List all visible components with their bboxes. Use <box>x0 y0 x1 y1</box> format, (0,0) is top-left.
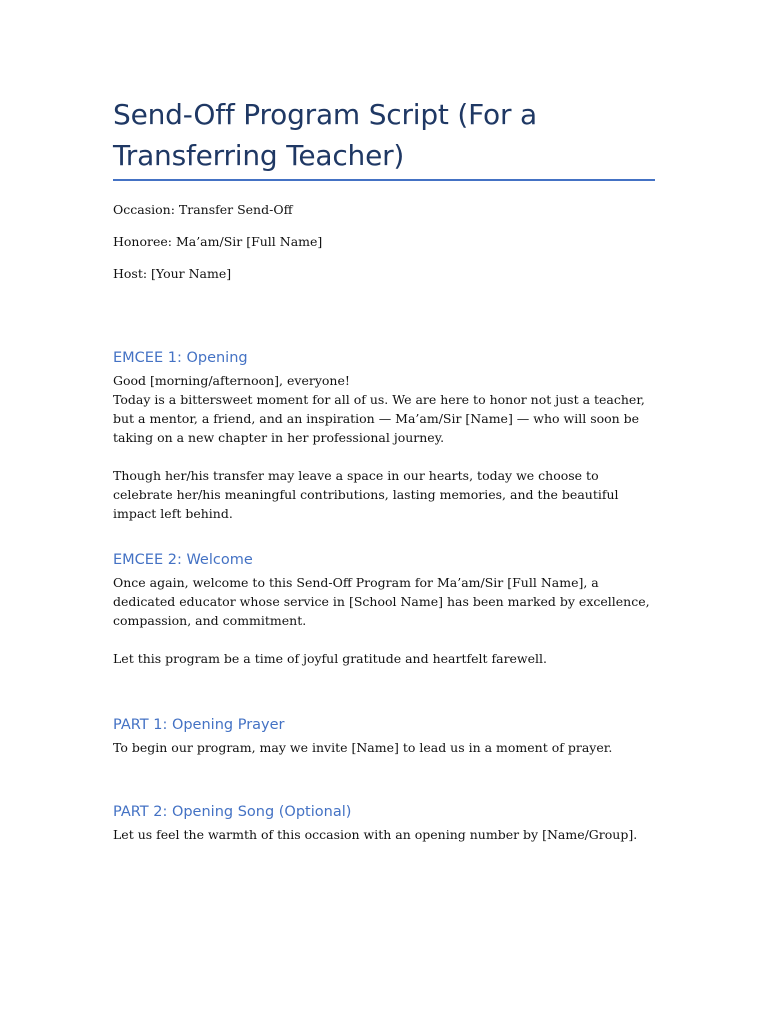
host-line: Host: [Your Name] <box>113 266 232 281</box>
paragraph: Good [morning/afternoon], everyone! <box>113 373 350 388</box>
document-title: Send-Off Program Script (For a Transferring Teacher) <box>113 98 537 172</box>
heading-emcee2-welcome: EMCEE 2: Welcome <box>113 552 253 568</box>
section-emcee2-body <box>113 573 655 668</box>
paragraph: Today is a bittersweet moment for all of us. We are here to honor not just a teacher, but a mentor, a friend, and an inspiration — Ma’am/Sir [Name] — who will soon be taking on a new chapter in her professional journey. <box>113 392 645 445</box>
honoree-line: Honoree: Ma’am/Sir [Full Name] <box>113 234 323 249</box>
section-part1-body <box>113 738 655 757</box>
paragraph-gap <box>113 447 655 466</box>
paragraph: Let this program be a time of joyful gratitude and heartfelt farewell. <box>113 651 548 666</box>
paragraph: Once again, welcome to this Send-Off Program for Ma’am/Sir [Full Name], a dedicated educator whose service in [School Name] has been marked by excellence, compassion, and commitment. <box>113 575 650 628</box>
heading-part2-opening-song: PART 2: Opening Song (Optional) <box>113 804 352 820</box>
section-part2-body <box>113 825 655 844</box>
occasion-line: Occasion: Transfer Send-Off <box>113 202 293 217</box>
paragraph: To begin our program, may we invite [Name] to lead us in a moment of prayer. <box>113 740 613 755</box>
heading-part1-opening-prayer: PART 1: Opening Prayer <box>113 717 285 733</box>
section-emcee1-body <box>113 371 655 523</box>
paragraph-gap <box>113 630 655 649</box>
heading-emcee1-opening: EMCEE 1: Opening <box>113 350 248 366</box>
paragraph: Let us feel the warmth of this occasion with an opening number by [Name/Group]. <box>113 827 638 842</box>
title-underline-rule <box>113 179 655 181</box>
paragraph: Though her/his transfer may leave a space in our hearts, today we choose to celebrate her/his meaningful contributions, lasting memories, and the beautiful impact left behind. <box>113 468 619 521</box>
document-page <box>113 0 655 1024</box>
